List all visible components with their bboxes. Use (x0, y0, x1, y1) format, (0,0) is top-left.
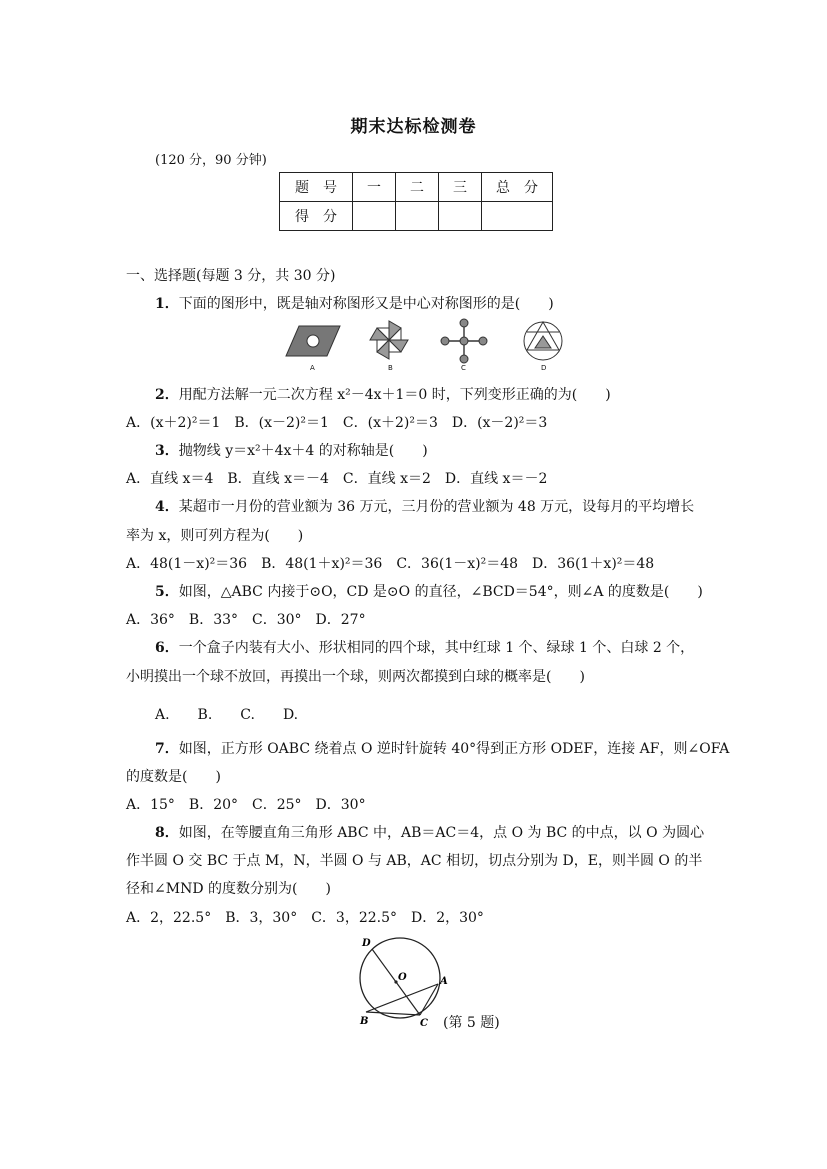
score-entry-cell (439, 202, 482, 231)
question-4 (155, 496, 694, 516)
figure-a-parallelogram (285, 318, 341, 364)
figure-label: A (310, 364, 315, 372)
score-cell: 总 分 (482, 173, 553, 202)
question-number: 6． (155, 640, 179, 656)
figure-label: D (541, 364, 547, 372)
question-4-stem-cont: 率为 x，则可列方程为( ) (126, 528, 304, 544)
question-1 (155, 293, 554, 313)
question-number: 8． (155, 825, 179, 841)
question-number: 4． (155, 499, 179, 515)
question-number: 5． (155, 584, 179, 600)
question-stem: 下面的图形中，既是轴对称图形又是中心对称图形的是( ) (178, 296, 554, 312)
question-1-figures (285, 318, 575, 378)
question-2-options: A．(x＋2)²＝1 B．(x－2)²＝1 C．(x＋2)²＝3 D．(x－2)²＝3 (126, 415, 548, 431)
figure-label: B (388, 364, 393, 372)
question-number: 2． (155, 387, 179, 403)
question-number: 3． (155, 443, 179, 459)
point-label: C (420, 1018, 428, 1029)
score-cell: 题 号 (280, 173, 353, 202)
question-8-stem-cont: 作半圆 O 交 BC 于点 M，N，半圆 O 与 AB，AC 相切，切点分别为 D，E，则半圆 O 的半 (126, 853, 703, 869)
score-time-info: (120 分，90 分钟) (155, 153, 267, 168)
score-cell: 一 (353, 173, 396, 202)
question-stem: 用配方法解一元二次方程 x²－4x＋1＝0 时，下列变形正确的为( ) (178, 387, 611, 403)
question-8 (155, 822, 704, 842)
question-6-stem-cont: 小明摸出一个球不放回，再摸出一个球，则两次都摸到白球的概率是( ) (126, 669, 585, 685)
question-stem: 如图，△ABC 内接于⊙O，CD 是⊙O 的直径，∠BCD＝54°，则∠A 的度数是( ) (178, 584, 703, 600)
question-8-options: A．2，22.5° B．3，30° C．3，22.5° D．2，30° (126, 910, 484, 926)
figure-d-circle-triangles (521, 318, 565, 364)
question-stem: 如图，在等腰直角三角形 ABC 中，AB＝AC＝4，点 O 为 BC 的中点，以 O 为圆心 (178, 825, 705, 841)
question-stem: 某超市一月份的营业额为 36 万元，三月份的营业额为 48 万元，设每月的平均增长 (178, 499, 695, 515)
score-table-score-row (280, 202, 553, 231)
score-cell: 得 分 (280, 202, 353, 231)
question-3 (155, 440, 428, 460)
question-5-options: A．36° B．33° C．30° D．27° (126, 612, 366, 628)
section-heading: 一、选择题(每题 3 分，共 30 分) (126, 268, 336, 284)
point-label: O (398, 972, 407, 983)
point-label: A (440, 976, 448, 987)
chord-ac (420, 984, 438, 1015)
question-6 (155, 637, 694, 657)
figure-caption: (第 5 题) (443, 1015, 500, 1031)
question-8-stem-cont: 径和∠MND 的度数分别为( ) (126, 881, 331, 897)
question-5-figure (352, 936, 452, 1031)
question-2 (155, 384, 611, 404)
page-title: 期末达标检测卷 (350, 117, 477, 137)
score-entry-cell (396, 202, 439, 231)
score-cell: 二 (396, 173, 439, 202)
point-label: B (360, 1016, 369, 1027)
question-5 (155, 581, 703, 601)
point-label: D (362, 938, 371, 949)
score-table-header-row (280, 173, 553, 202)
question-number: 1． (155, 296, 179, 312)
score-table (279, 172, 553, 231)
question-6-options: A. B. C. D. (155, 707, 299, 723)
question-number: 7． (155, 741, 179, 757)
score-entry-cell (353, 202, 396, 231)
question-4-options: A．48(1－x)²＝36 B．48(1＋x)²＝36 C．36(1－x)²＝48 D．36(1＋x)²＝48 (126, 556, 655, 572)
figure-c-circles-cross (439, 318, 489, 364)
question-3-options: A．直线 x＝4 B．直线 x＝－4 C．直线 x＝2 D．直线 x＝－2 (126, 471, 548, 487)
score-entry-cell (482, 202, 553, 231)
score-cell: 三 (439, 173, 482, 202)
chord-bc (366, 1012, 420, 1015)
question-7-options: A．15° B．20° C．25° D．30° (126, 797, 366, 813)
question-7-stem-cont: 的度数是( ) (126, 769, 221, 785)
question-stem: 抛物线 y＝x²＋4x＋4 的对称轴是( ) (178, 443, 428, 459)
question-7 (155, 738, 729, 758)
figure-label: C (461, 364, 466, 372)
question-stem: 如图，正方形 OABC 绕着点 O 逆时针旋转 40°得到正方形 ODEF，连接 AF，则∠OFA (178, 741, 730, 757)
question-stem: 一个盒子内装有大小、形状相同的四个球，其中红球 1 个、绿球 1 个、白球 2 个， (178, 640, 695, 656)
figure-b-pinwheel (367, 318, 411, 364)
